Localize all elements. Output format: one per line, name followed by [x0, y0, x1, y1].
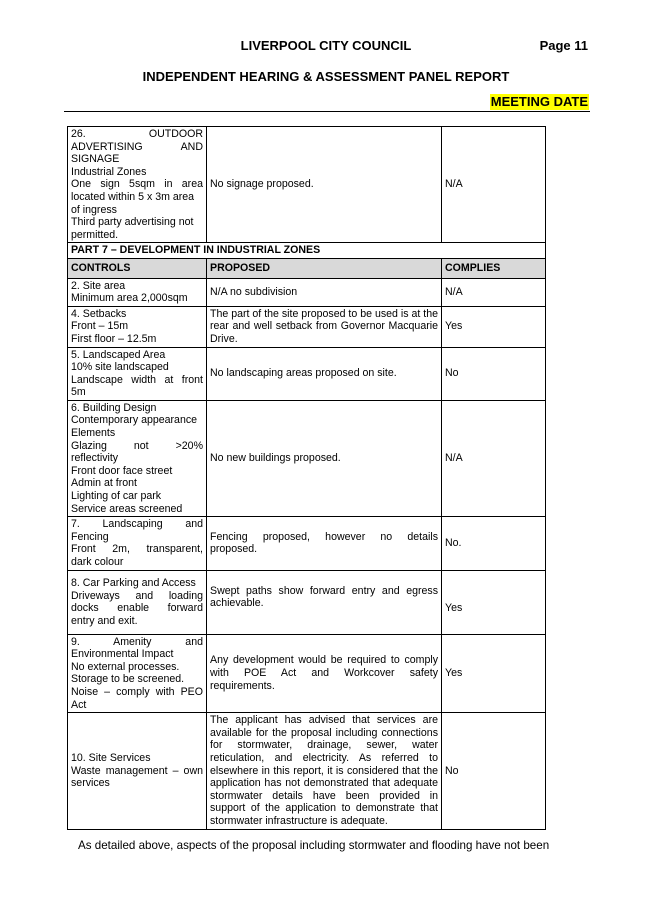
- proposed-cell: No new buildings proposed.: [207, 400, 442, 516]
- control-line: Driveways and loading: [71, 589, 203, 602]
- table-row: [68, 278, 546, 306]
- table-row: [68, 127, 546, 243]
- control-cell: [68, 306, 207, 347]
- control-cell: [68, 517, 207, 570]
- complies-cell: Yes: [442, 570, 546, 634]
- table-row: [68, 400, 546, 516]
- control-line: permitted.: [71, 228, 119, 241]
- control-line: Minimum area 2,000sqm: [71, 292, 188, 305]
- control-line: Environmental Impact: [71, 648, 174, 661]
- control-line: No external processes.: [71, 660, 180, 673]
- control-line: located within 5 x 3m area: [71, 190, 195, 203]
- control-line: Front – 15m: [71, 320, 129, 333]
- proposed-cell: No signage proposed.: [207, 127, 442, 243]
- control-cell: [68, 570, 207, 634]
- control-line: Service areas screened: [71, 502, 183, 515]
- control-line: Noise – comply with PEO: [71, 685, 203, 698]
- control-line: Lighting of car park: [71, 490, 162, 503]
- proposed-cell: N/A no subdivision: [207, 278, 442, 306]
- control-line: Front 2m, transparent,: [71, 543, 203, 556]
- control-line: Fencing: [71, 530, 109, 543]
- table-row: [68, 517, 546, 570]
- control-line: 4. Setbacks: [71, 307, 127, 320]
- table-row: [68, 570, 546, 634]
- control-cell: [68, 634, 207, 713]
- proposed-cell: No landscaping areas proposed on site.: [207, 347, 442, 400]
- column-header-proposed: PROPOSED: [207, 258, 442, 278]
- control-line: 5. Landscaped Area: [71, 348, 166, 361]
- control-line: Waste management – own: [71, 764, 203, 777]
- table-row: [68, 347, 546, 400]
- complies-cell: No: [442, 347, 546, 400]
- complies-cell: N/A: [442, 278, 546, 306]
- control-line: One sign 5sqm in area: [71, 178, 203, 191]
- complies-cell: No.: [442, 517, 546, 570]
- control-line: 6. Building Design: [71, 401, 157, 414]
- body-paragraph: As detailed above, aspects of the proposal including stormwater and flooding have not been: [78, 839, 550, 852]
- part-heading: PART 7 – DEVELOPMENT IN INDUSTRIAL ZONES: [68, 243, 546, 259]
- control-line: Contemporary appearance: [71, 414, 198, 427]
- proposed-cell: Swept paths show forward entry and egress achievable.: [207, 570, 442, 634]
- control-line: reflectivity: [71, 452, 119, 465]
- control-line: Landscape width at front: [71, 373, 203, 386]
- control-line: 26. OUTDOOR: [71, 128, 203, 140]
- control-line: ADVERTISING AND: [71, 140, 203, 153]
- control-line: Third party advertising not: [71, 216, 194, 229]
- control-line: Front door face street: [71, 464, 173, 477]
- meeting-date-highlight: MEETING DATE: [490, 94, 588, 109]
- controls-table: [67, 126, 546, 830]
- control-cell: [68, 347, 207, 400]
- column-header-complies: COMPLIES: [442, 258, 546, 278]
- control-line: of ingress: [71, 203, 117, 216]
- control-line: entry and exit.: [71, 614, 138, 627]
- header-divider: [64, 111, 590, 112]
- part-heading-row: [68, 243, 546, 259]
- control-cell: [68, 400, 207, 516]
- complies-cell: No: [442, 713, 546, 829]
- control-line: 8. Car Parking and Access: [71, 576, 196, 589]
- control-line: Industrial Zones: [71, 165, 147, 178]
- control-line: 9. Amenity and: [71, 635, 203, 648]
- control-line: Storage to be screened.: [71, 673, 185, 686]
- table-row: [68, 634, 546, 713]
- proposed-cell: Any development would be required to comply with POE Act and Workcover safety requirements.: [207, 634, 442, 713]
- control-line: 10% site landscaped: [71, 361, 169, 374]
- complies-cell: N/A: [442, 400, 546, 516]
- complies-cell: Yes: [442, 306, 546, 347]
- page-number: Page 11: [539, 38, 588, 53]
- control-line: docks enable forward: [71, 602, 203, 615]
- column-header-controls: CONTROLS: [68, 258, 207, 278]
- control-line: 10. Site Services: [71, 751, 151, 764]
- control-line: 5m: [71, 386, 86, 399]
- control-line: Glazing not >20%: [71, 439, 203, 452]
- control-line: Act: [71, 698, 87, 711]
- table-row: [68, 713, 546, 829]
- control-line: Elements: [71, 427, 116, 440]
- control-line: 2. Site area: [71, 279, 126, 292]
- proposed-cell: The part of the site proposed to be used is at the rear and well setback from Governor Macquarie Drive.: [207, 306, 442, 347]
- control-line: Admin at front: [71, 477, 137, 490]
- table-row: [68, 306, 546, 347]
- control-line: dark colour: [71, 556, 124, 568]
- control-cell: [68, 278, 207, 306]
- control-cell: [68, 127, 207, 243]
- proposed-cell: Fencing proposed, however no details proposed.: [207, 517, 442, 570]
- council-name: LIVERPOOL CITY COUNCIL: [240, 38, 412, 53]
- proposed-cell: The applicant has advised that services are available for the proposal including connections for stormwater, drainage, sewer, water reticulation, and electricity. As referred to elsewhere in this report, it is considered that the application has not demonstrated that adequate stormwater details have been provided in support of the application to demonstrate that stormwater infrastructure is adequate.: [207, 713, 442, 829]
- column-header-row: [68, 258, 546, 278]
- report-title: INDEPENDENT HEARING & ASSESSMENT PANEL REPORT: [142, 69, 510, 84]
- control-line: services: [71, 777, 110, 790]
- control-line: First floor – 12.5m: [71, 332, 157, 345]
- complies-cell: N/A: [442, 127, 546, 243]
- control-line: 7. Landscaping and: [71, 518, 203, 531]
- control-cell: [68, 713, 207, 829]
- complies-cell: Yes: [442, 634, 546, 713]
- control-line: SIGNAGE: [71, 153, 120, 166]
